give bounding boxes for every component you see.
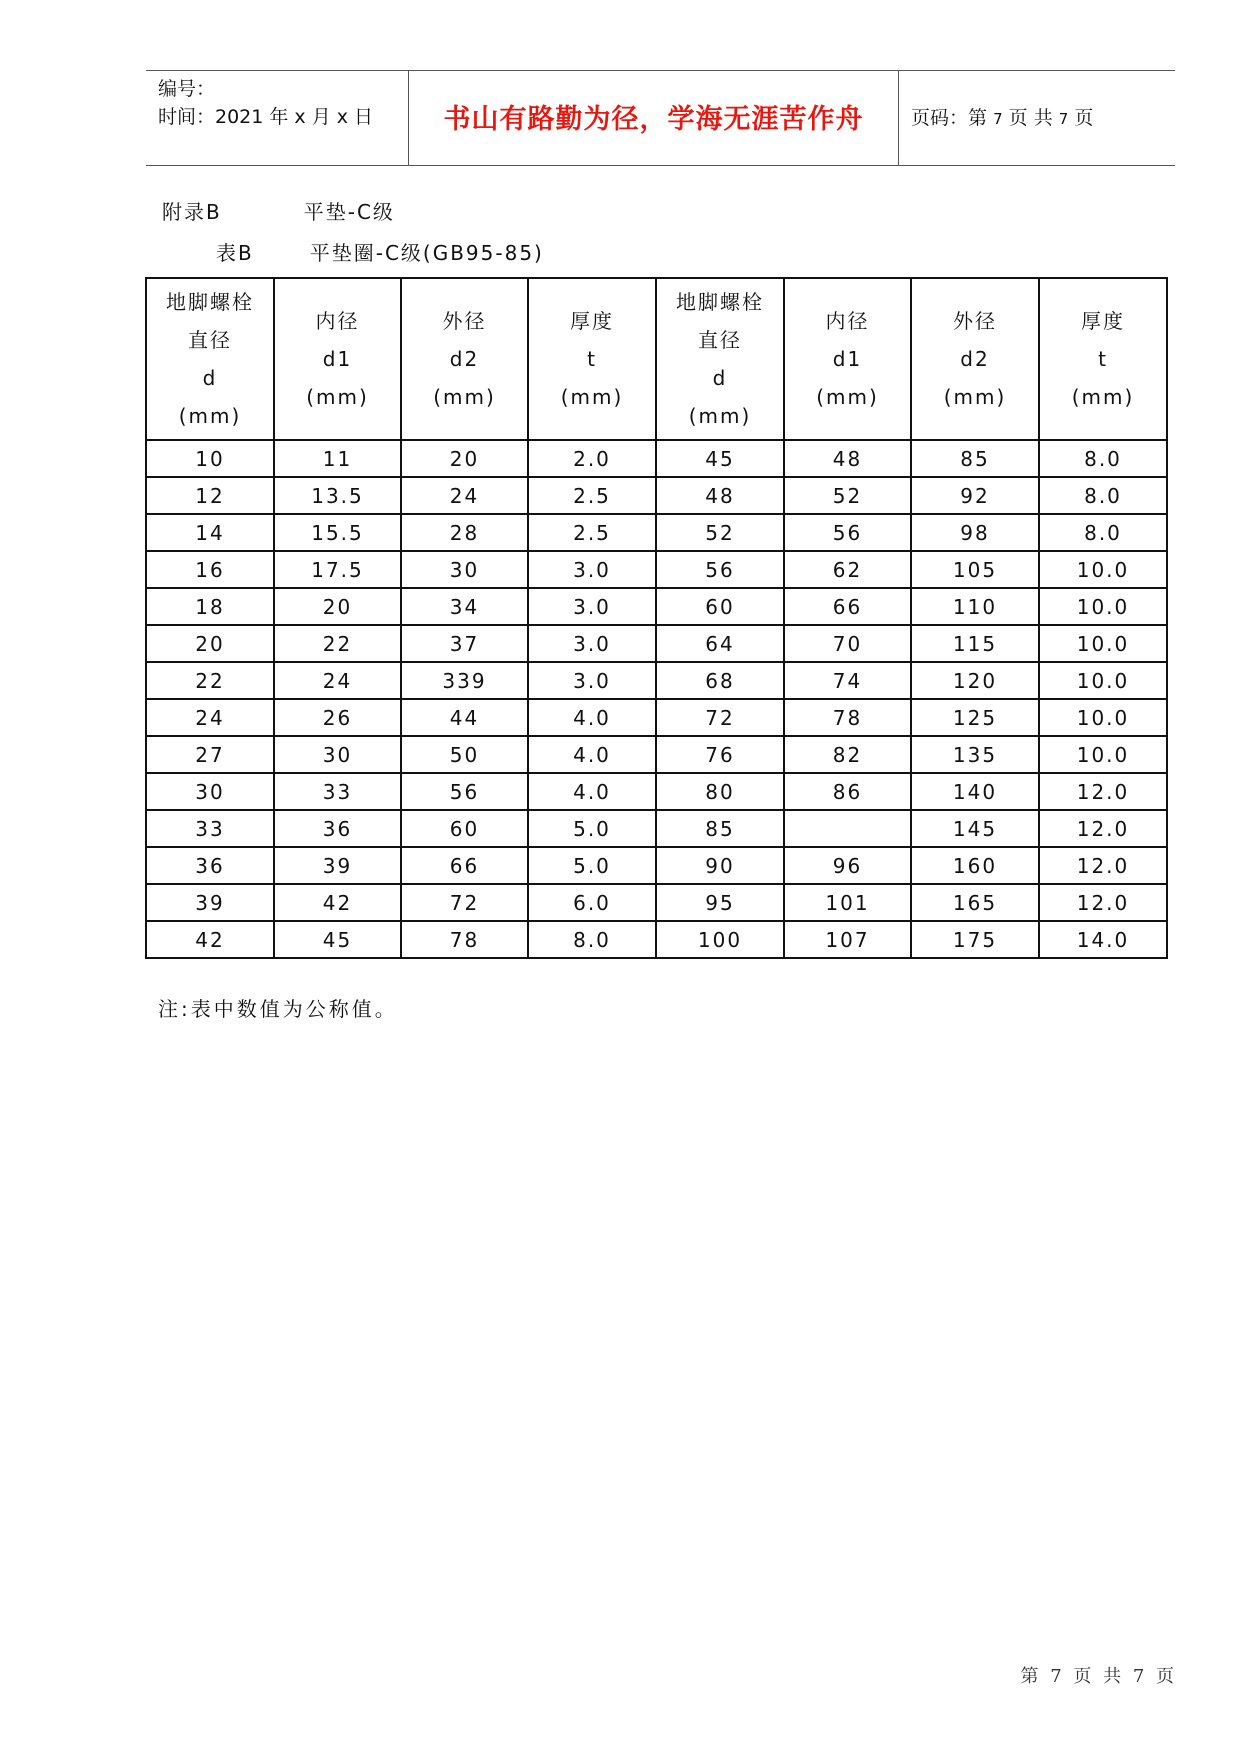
page-mid: 页 共 <box>1008 107 1053 129</box>
table-cell: 36 <box>146 847 274 884</box>
header-cell-line: (mm) <box>943 385 1007 409</box>
table-cell: 22 <box>146 662 274 699</box>
table-cell: 107 <box>784 921 911 958</box>
table-cell: 20 <box>146 625 274 662</box>
table-cell: 10.0 <box>1039 699 1167 736</box>
table-cell: 85 <box>911 440 1039 477</box>
header-cell <box>1039 278 1167 440</box>
page-current: 7 <box>993 110 1003 128</box>
header-cell-line: (mm) <box>178 404 242 428</box>
table-cell: 30 <box>401 551 528 588</box>
table-row <box>146 625 1167 662</box>
table-cell: 175 <box>911 921 1039 958</box>
table-cell: 11 <box>274 440 401 477</box>
header-cell-line: 厚度 <box>1081 309 1125 333</box>
table-row <box>146 588 1167 625</box>
table-cell: 3.0 <box>528 662 656 699</box>
table-cell: 33 <box>274 773 401 810</box>
table-cell: 2.0 <box>528 440 656 477</box>
table-row <box>146 662 1167 699</box>
washer-table <box>145 277 1168 959</box>
table-cell: 64 <box>656 625 784 662</box>
table-cell: 135 <box>911 736 1039 773</box>
table-cell: 90 <box>656 847 784 884</box>
table-cell: 4.0 <box>528 773 656 810</box>
table-cell: 14 <box>146 514 274 551</box>
table-cell: 48 <box>784 440 911 477</box>
table-cell: 3.0 <box>528 551 656 588</box>
table-cell: 56 <box>401 773 528 810</box>
table-cell: 70 <box>784 625 911 662</box>
table-cell: 8.0 <box>1039 514 1167 551</box>
table-cell: 3.0 <box>528 588 656 625</box>
time-label: 时间：2021 年 x 月 x 日 <box>158 106 374 128</box>
table-row <box>146 810 1167 847</box>
table-cell: 78 <box>401 921 528 958</box>
appendix-title: 平垫-C级 <box>303 200 395 224</box>
table-cell: 15.5 <box>274 514 401 551</box>
header-cell-line: 外径 <box>442 309 487 333</box>
table-cell: 2.5 <box>528 514 656 551</box>
table-cell: 52 <box>784 477 911 514</box>
header-cell-line: d2 <box>449 347 480 371</box>
header-cell-line: (mm) <box>433 385 496 409</box>
table-cell: 8.0 <box>1039 477 1167 514</box>
table-note: 注:表中数值为公称值。 <box>158 997 398 1021</box>
table-cell: 17.5 <box>274 551 401 588</box>
table-cell: 39 <box>146 884 274 921</box>
table-row <box>146 514 1167 551</box>
table-cell: 10 <box>146 440 274 477</box>
header-cell-line: 直径 <box>188 328 232 352</box>
header-divider <box>898 71 899 165</box>
table-cell: 125 <box>911 699 1039 736</box>
header-cell-line: d1 <box>322 347 353 371</box>
table-cell: 45 <box>274 921 401 958</box>
table-cell: 74 <box>784 662 911 699</box>
table-cell: 12.0 <box>1039 847 1167 884</box>
header-cell-line: (mm) <box>1071 385 1135 409</box>
table-cell: 44 <box>401 699 528 736</box>
table-cell: 37 <box>401 625 528 662</box>
header-cell-line: 地脚螺栓 <box>676 290 764 314</box>
table-cell <box>784 810 911 847</box>
table-cell: 95 <box>656 884 784 921</box>
table-row <box>146 847 1167 884</box>
table-cell: 42 <box>146 921 274 958</box>
table-cell: 62 <box>784 551 911 588</box>
header-cell-line: t <box>1098 347 1108 371</box>
table-cell: 48 <box>656 477 784 514</box>
table-cell: 26 <box>274 699 401 736</box>
appendix-caption <box>162 196 395 225</box>
page-suffix: 页 <box>1074 107 1094 129</box>
appendix-label: 附录B <box>162 200 222 224</box>
header-cell-line: 外径 <box>953 309 997 333</box>
table-cell: 10.0 <box>1039 736 1167 773</box>
table-cell: 101 <box>784 884 911 921</box>
header-cell <box>656 278 784 440</box>
table-cell: 56 <box>784 514 911 551</box>
table-cell: 8.0 <box>1039 440 1167 477</box>
table-cell: 72 <box>656 699 784 736</box>
table-cell: 30 <box>146 773 274 810</box>
page-prefix: 页码：第 <box>911 107 988 129</box>
header-cell-line: 内径 <box>315 309 360 333</box>
table-cell: 12 <box>146 477 274 514</box>
table-cell: 339 <box>401 662 528 699</box>
table-cell: 76 <box>656 736 784 773</box>
header-slogan: 书山有路勤为径，学海无涯苦作舟 <box>443 104 864 135</box>
table-cell: 86 <box>784 773 911 810</box>
table-cell: 12.0 <box>1039 884 1167 921</box>
table-cell: 8.0 <box>528 921 656 958</box>
table-cell: 140 <box>911 773 1039 810</box>
table-cell: 56 <box>656 551 784 588</box>
header-cell <box>528 278 656 440</box>
table-cell: 2.5 <box>528 477 656 514</box>
table-cell: 98 <box>911 514 1039 551</box>
table-cell: 3.0 <box>528 625 656 662</box>
header-cell-line: (mm) <box>688 404 752 428</box>
table-cell: 80 <box>656 773 784 810</box>
table-cell: 160 <box>911 847 1039 884</box>
header-cell-line: (mm) <box>816 385 879 409</box>
header-cell <box>146 278 274 440</box>
table-cell: 68 <box>656 662 784 699</box>
table-cell: 34 <box>401 588 528 625</box>
table-cell: 145 <box>911 810 1039 847</box>
header-page-info <box>911 103 1093 130</box>
table-cell: 24 <box>274 662 401 699</box>
table-cell: 5.0 <box>528 810 656 847</box>
table-row <box>146 440 1167 477</box>
table-cell: 60 <box>401 810 528 847</box>
table-cell: 120 <box>911 662 1039 699</box>
table-cell: 10.0 <box>1039 625 1167 662</box>
table-cell: 66 <box>784 588 911 625</box>
table-cell: 33 <box>146 810 274 847</box>
table-cell: 96 <box>784 847 911 884</box>
table-cell: 82 <box>784 736 911 773</box>
table-title: 平垫圈-C级(GB95-85) <box>309 241 544 265</box>
header-info <box>158 75 373 131</box>
table-cell: 13.5 <box>274 477 401 514</box>
table-row <box>146 477 1167 514</box>
table-label: 表B <box>216 241 254 265</box>
header-cell-line: 内径 <box>825 309 870 333</box>
table-cell: 36 <box>274 810 401 847</box>
table-cell: 24 <box>146 699 274 736</box>
header-cell-line: t <box>587 347 597 371</box>
header-cell-line: d2 <box>960 347 990 371</box>
header-cell-line: d <box>202 366 218 390</box>
table-cell: 4.0 <box>528 736 656 773</box>
table-cell: 50 <box>401 736 528 773</box>
table-cell: 24 <box>401 477 528 514</box>
header-cell <box>274 278 401 440</box>
table-cell: 100 <box>656 921 784 958</box>
header-cell-line: d1 <box>832 347 863 371</box>
table-cell: 14.0 <box>1039 921 1167 958</box>
table-row <box>146 699 1167 736</box>
table-cell: 20 <box>401 440 528 477</box>
header-cell <box>911 278 1039 440</box>
table-cell: 60 <box>656 588 784 625</box>
table-cell: 45 <box>656 440 784 477</box>
table-cell: 78 <box>784 699 911 736</box>
header-cell-line: d <box>712 366 728 390</box>
number-label: 编号： <box>158 78 216 100</box>
table-cell: 85 <box>656 810 784 847</box>
header-cell-line: (mm) <box>560 385 624 409</box>
table-cell: 4.0 <box>528 699 656 736</box>
page-header <box>146 70 1175 166</box>
table-row <box>146 736 1167 773</box>
table-cell: 115 <box>911 625 1039 662</box>
table-cell: 165 <box>911 884 1039 921</box>
table-cell: 12.0 <box>1039 773 1167 810</box>
table-cell: 105 <box>911 551 1039 588</box>
table-cell: 66 <box>401 847 528 884</box>
table-cell: 12.0 <box>1039 810 1167 847</box>
table-cell: 39 <box>274 847 401 884</box>
table-row <box>146 921 1167 958</box>
header-cell-line: 地脚螺栓 <box>166 290 254 314</box>
header-cell <box>784 278 911 440</box>
header-cell-line: 直径 <box>698 328 742 352</box>
table-cell: 42 <box>274 884 401 921</box>
header-cell-line: (mm) <box>306 385 369 409</box>
page-footer: 第 7 页 共 7 页 <box>1020 1666 1177 1687</box>
table-cell: 27 <box>146 736 274 773</box>
table-caption <box>216 237 544 266</box>
header-cell <box>401 278 528 440</box>
page-total: 7 <box>1058 110 1069 128</box>
table-cell: 6.0 <box>528 884 656 921</box>
table-cell: 22 <box>274 625 401 662</box>
table-cell: 10.0 <box>1039 662 1167 699</box>
table-cell: 110 <box>911 588 1039 625</box>
table-cell: 52 <box>656 514 784 551</box>
header-cell-line: 厚度 <box>570 309 614 333</box>
table-row <box>146 884 1167 921</box>
table-cell: 72 <box>401 884 528 921</box>
table-cell: 20 <box>274 588 401 625</box>
table-cell: 16 <box>146 551 274 588</box>
table-cell: 28 <box>401 514 528 551</box>
table-header-row <box>146 278 1167 440</box>
table-row <box>146 551 1167 588</box>
table-cell: 5.0 <box>528 847 656 884</box>
table-cell: 10.0 <box>1039 588 1167 625</box>
table-cell: 92 <box>911 477 1039 514</box>
table-cell: 30 <box>274 736 401 773</box>
table-cell: 18 <box>146 588 274 625</box>
table-cell: 10.0 <box>1039 551 1167 588</box>
table-row <box>146 773 1167 810</box>
